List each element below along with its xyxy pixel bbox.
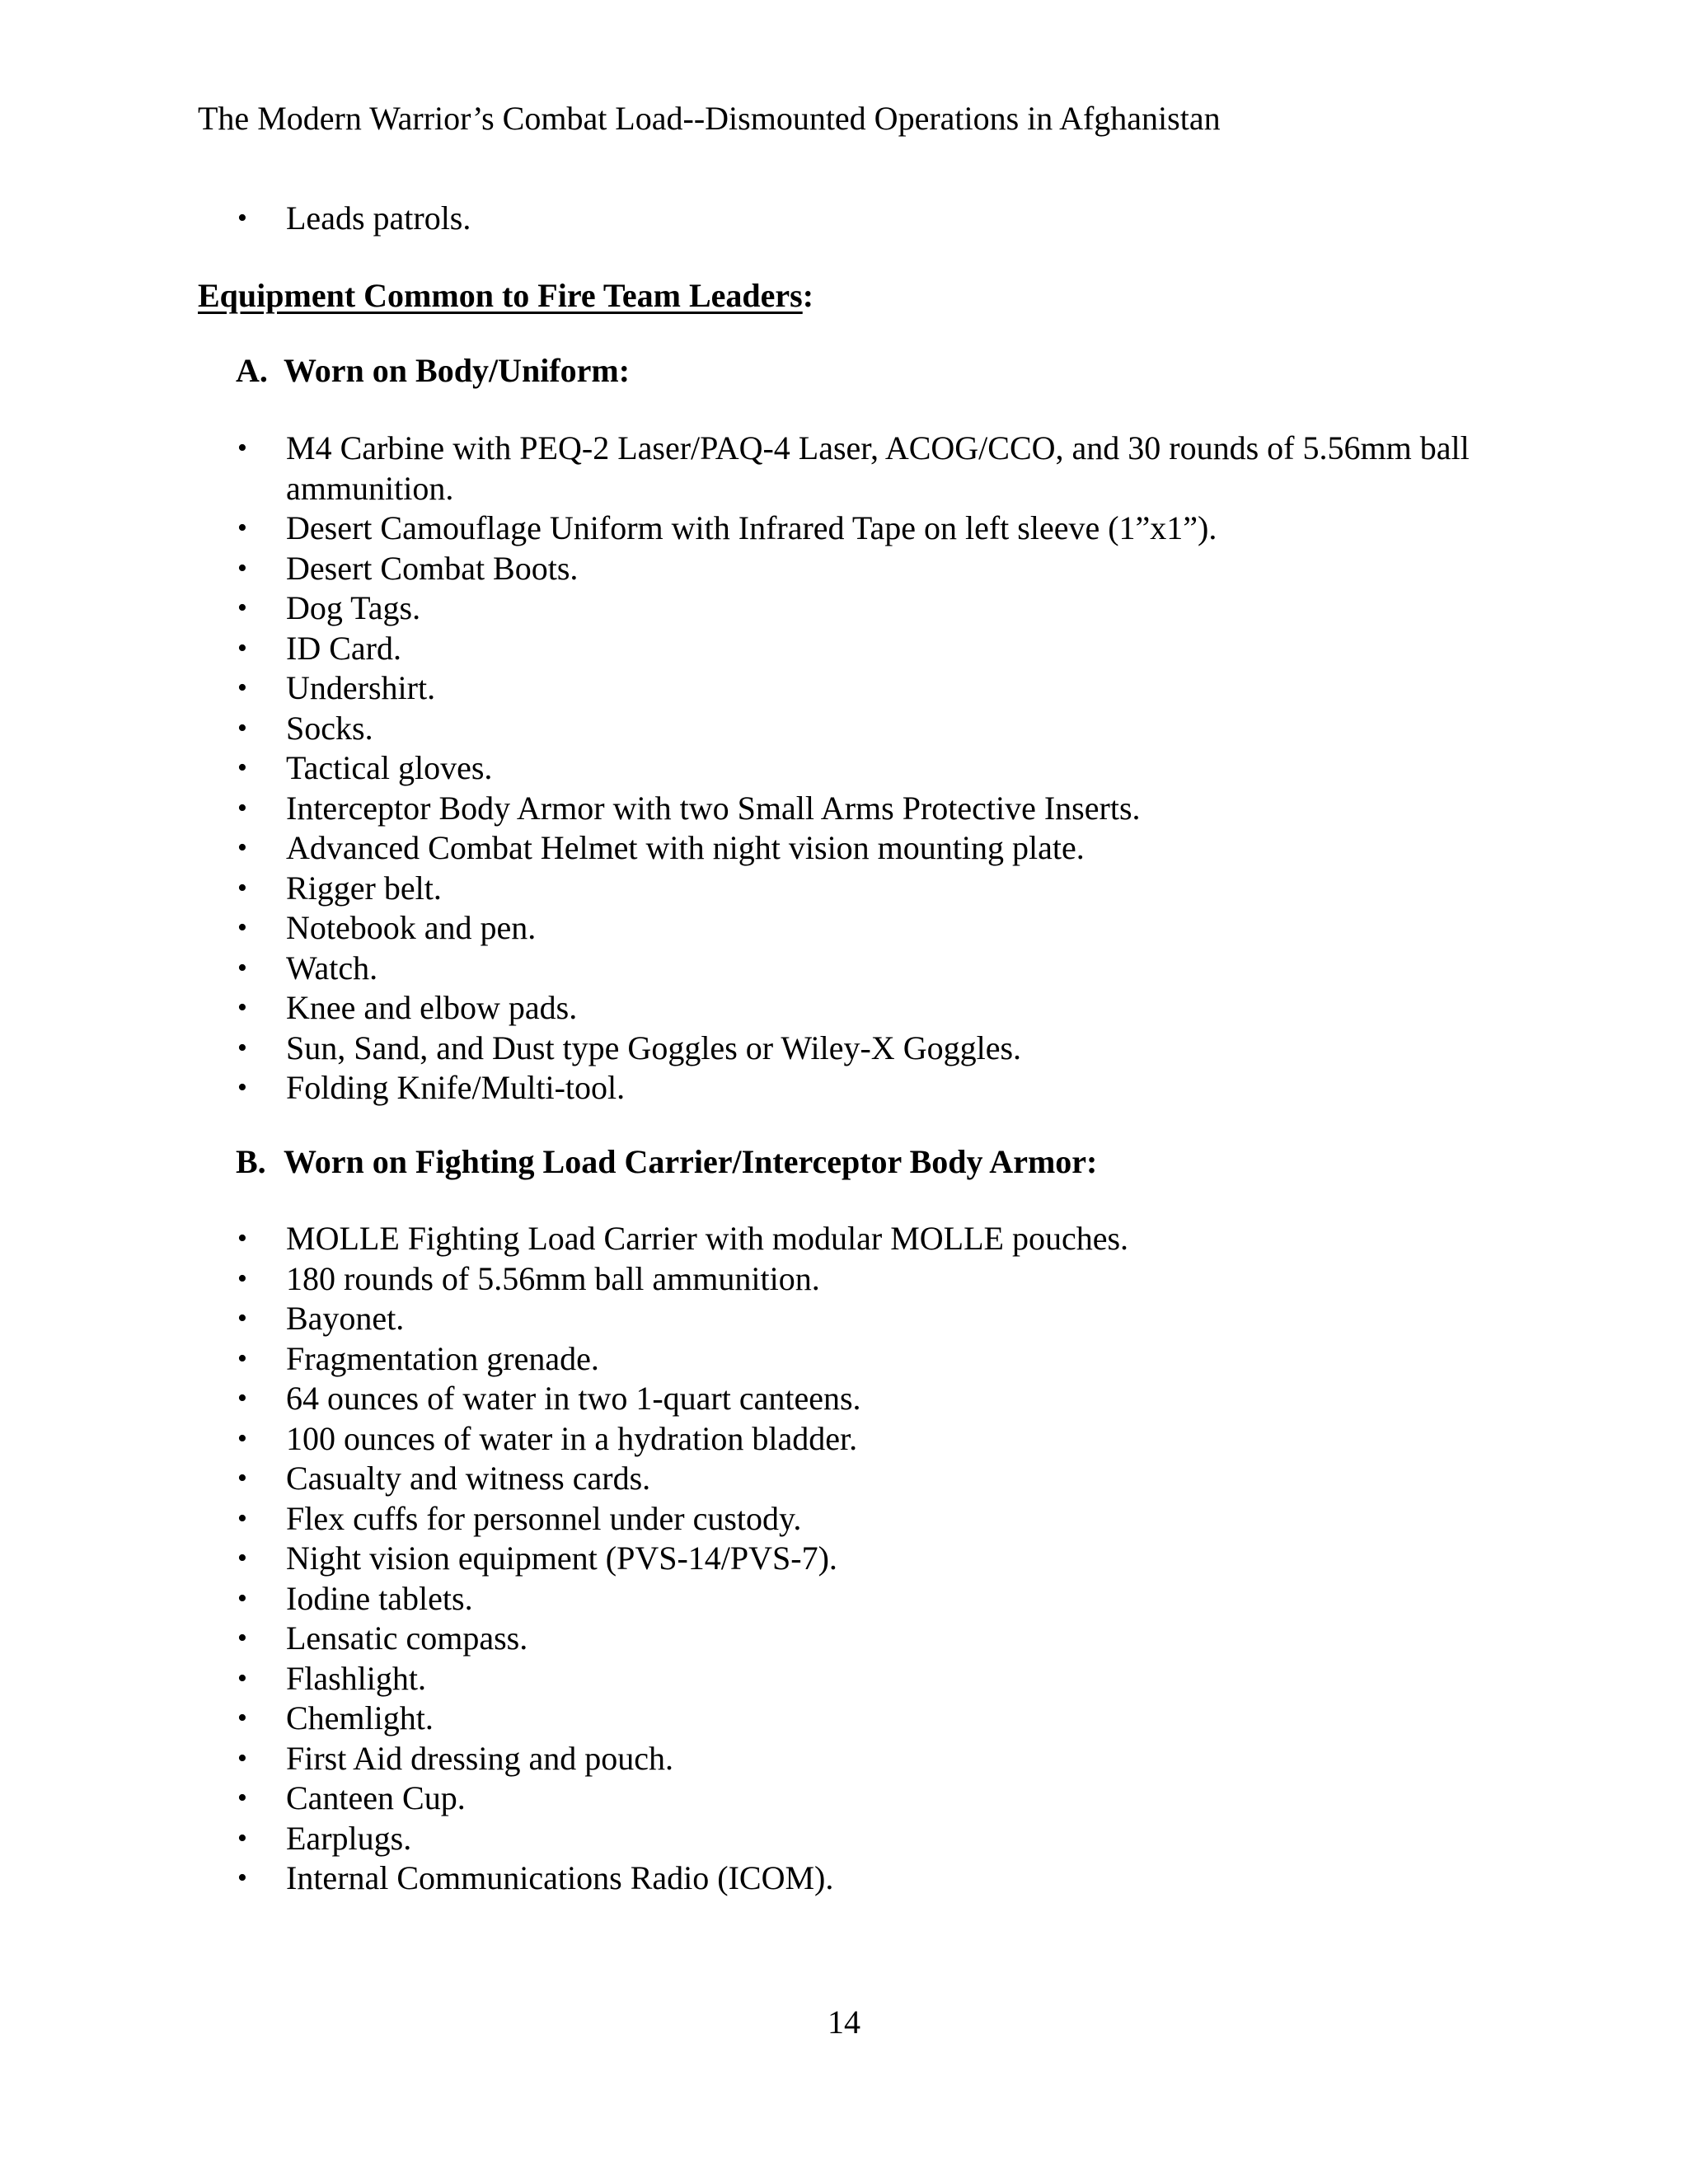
list-item xyxy=(0,1779,1688,1819)
list-item-text: Watch. xyxy=(286,949,378,987)
list-item-text: Folding Knife/Multi-tool. xyxy=(286,1069,626,1106)
subsection-b-list xyxy=(0,1219,1688,1899)
list-item-text: Tactical gloves. xyxy=(286,749,493,786)
bullet-icon: • xyxy=(237,673,247,703)
list-item-text: Night vision equipment (PVS-14/PVS-7). xyxy=(286,1540,837,1577)
bullet-icon: • xyxy=(237,1742,247,1774)
list-item-text: Desert Combat Boots. xyxy=(286,549,579,587)
bullet-icon: • xyxy=(237,1822,247,1854)
bullet-icon: • xyxy=(237,1422,247,1454)
list-item-text: 100 ounces of water in a hydration bladder. xyxy=(286,1419,858,1457)
list-item xyxy=(0,1339,1688,1380)
list-item-text: Iodine tablets. xyxy=(286,1579,473,1617)
list-item-text: Dog Tags. xyxy=(286,589,421,626)
list-item-text: Socks. xyxy=(286,709,373,747)
bullet-icon: • xyxy=(237,752,247,783)
bullet-icon: • xyxy=(237,912,247,943)
list-item-text: Notebook and pen. xyxy=(286,909,537,946)
bullet-icon: • xyxy=(237,792,247,823)
list-item-text: Fragmentation grenade. xyxy=(286,1339,599,1377)
list-item-text: Chemlight. xyxy=(286,1699,434,1736)
bullet-icon: • xyxy=(237,1703,247,1733)
list-item xyxy=(0,1299,1688,1339)
bullet-icon: • xyxy=(237,1662,247,1694)
list-item xyxy=(0,1259,1688,1300)
page-number: 14 xyxy=(828,2004,860,2041)
bullet-icon: • xyxy=(237,1383,247,1413)
list-item xyxy=(0,668,1688,709)
bullet-icon: • xyxy=(237,593,247,623)
section-heading xyxy=(198,274,814,317)
list-item xyxy=(0,509,1688,549)
list-item xyxy=(0,1819,1688,1859)
list-item xyxy=(0,1619,1688,1659)
bullet-icon: • xyxy=(237,1072,247,1103)
bullet-icon: • xyxy=(237,1223,247,1254)
list-item xyxy=(0,1659,1688,1699)
bullet-icon: • xyxy=(237,1032,247,1063)
bullet-icon: • xyxy=(237,1263,247,1294)
bullet-icon: • xyxy=(237,992,247,1023)
subsection-a-title: Worn on Body/Uniform: xyxy=(284,352,631,389)
bullet-icon: • xyxy=(237,203,247,233)
list-item xyxy=(0,429,1688,509)
list-item xyxy=(0,789,1688,829)
subsection-a-heading xyxy=(236,349,630,392)
bullet-icon: • xyxy=(237,1502,247,1534)
bullet-icon: • xyxy=(237,1582,247,1614)
list-item-text: MOLLE Fighting Load Carrier with modular MOLLE pouches. xyxy=(286,1220,1129,1257)
list-item-text: Bayonet. xyxy=(286,1300,405,1337)
running-header: The Modern Warrior’s Combat Load--Dismounted Operations in Afghanistan xyxy=(198,100,1221,137)
subsection-a-letter: A. xyxy=(236,352,268,389)
list-item-text: Flex cuffs for personnel under custody. xyxy=(286,1499,802,1537)
bullet-icon: • xyxy=(237,952,247,983)
bullet-icon: • xyxy=(237,1783,247,1813)
list-item xyxy=(0,1499,1688,1540)
list-item xyxy=(0,1219,1688,1259)
list-item xyxy=(0,988,1688,1029)
list-item xyxy=(0,1029,1688,1069)
list-item xyxy=(0,1739,1688,1779)
list-item-text: Flashlight. xyxy=(286,1659,427,1697)
bullet-icon: • xyxy=(237,1303,247,1333)
list-item-text: Leads patrols. xyxy=(286,199,471,237)
list-item-text: 64 ounces of water in two 1-quart canteens. xyxy=(286,1380,861,1417)
bullet-icon: • xyxy=(237,832,247,863)
section-colon: : xyxy=(802,277,814,314)
list-item-text: Casualty and witness cards. xyxy=(286,1460,651,1497)
bullet-icon: • xyxy=(237,513,247,543)
list-item-text: 180 rounds of 5.56mm ball ammunition. xyxy=(286,1259,820,1297)
list-item-text: M4 Carbine with PEQ-2 Laser/PAQ-4 Laser, ACOG/CCO, and 30 rounds of 5.56mm ball ammunition. xyxy=(286,429,1470,507)
list-item-text: Desert Camouflage Uniform with Infrared Tape on left sleeve (1”x1”). xyxy=(286,509,1217,546)
bullet-icon: • xyxy=(237,712,247,743)
list-item xyxy=(0,1699,1688,1739)
list-item-text: Interceptor Body Armor with two Small Arms Protective Inserts. xyxy=(286,789,1141,827)
list-item xyxy=(0,588,1688,629)
list-item xyxy=(0,748,1688,789)
list-item xyxy=(0,1419,1688,1460)
bullet-icon: • xyxy=(237,552,247,583)
list-item xyxy=(0,828,1688,869)
bullet-icon: • xyxy=(237,1863,247,1893)
bullet-icon: • xyxy=(237,632,247,663)
list-item xyxy=(0,1579,1688,1619)
bullet-icon: • xyxy=(237,1463,247,1493)
bullet-icon: • xyxy=(237,433,247,463)
list-item xyxy=(0,1379,1688,1419)
list-item xyxy=(0,549,1688,589)
bullet-icon: • xyxy=(237,1543,247,1573)
list-item-text: Knee and elbow pads. xyxy=(286,989,578,1026)
bullet-icon: • xyxy=(237,872,247,903)
subsection-b-title: Worn on Fighting Load Carrier/Interceptor Body Armor: xyxy=(284,1143,1098,1180)
list-item xyxy=(0,629,1688,669)
list-item xyxy=(0,949,1688,989)
list-item-text: Canteen Cup. xyxy=(286,1779,466,1816)
list-item-text: Undershirt. xyxy=(286,669,436,706)
bullet-icon: • xyxy=(237,1623,247,1653)
section-title: Equipment Common to Fire Team Leaders xyxy=(198,277,803,314)
list-item xyxy=(0,1858,1688,1899)
list-item-text: Internal Communications Radio (ICOM). xyxy=(286,1859,834,1896)
bullet-icon: • xyxy=(237,1343,247,1374)
list-item-text: Lensatic compass. xyxy=(286,1619,528,1657)
list-item-text: Rigger belt. xyxy=(286,869,442,907)
list-item xyxy=(0,908,1688,949)
list-item-text: Advanced Combat Helmet with night vision mounting plate. xyxy=(286,829,1085,866)
list-item xyxy=(0,1068,1688,1108)
list-item xyxy=(0,709,1688,749)
subsection-b-letter: B. xyxy=(236,1143,266,1180)
list-item-text: Earplugs. xyxy=(286,1819,412,1857)
list-item xyxy=(0,869,1688,909)
list-item xyxy=(0,199,1688,239)
subsection-b-heading xyxy=(236,1141,1097,1183)
list-item-text: ID Card. xyxy=(286,629,401,667)
list-item-text: First Aid dressing and pouch. xyxy=(286,1739,673,1777)
list-item xyxy=(0,1539,1688,1579)
list-item-text: Sun, Sand, and Dust type Goggles or Wiley-X Goggles. xyxy=(286,1029,1022,1066)
subsection-a-list xyxy=(0,429,1688,1108)
list-item xyxy=(0,1459,1688,1499)
intro-list xyxy=(0,199,1688,239)
